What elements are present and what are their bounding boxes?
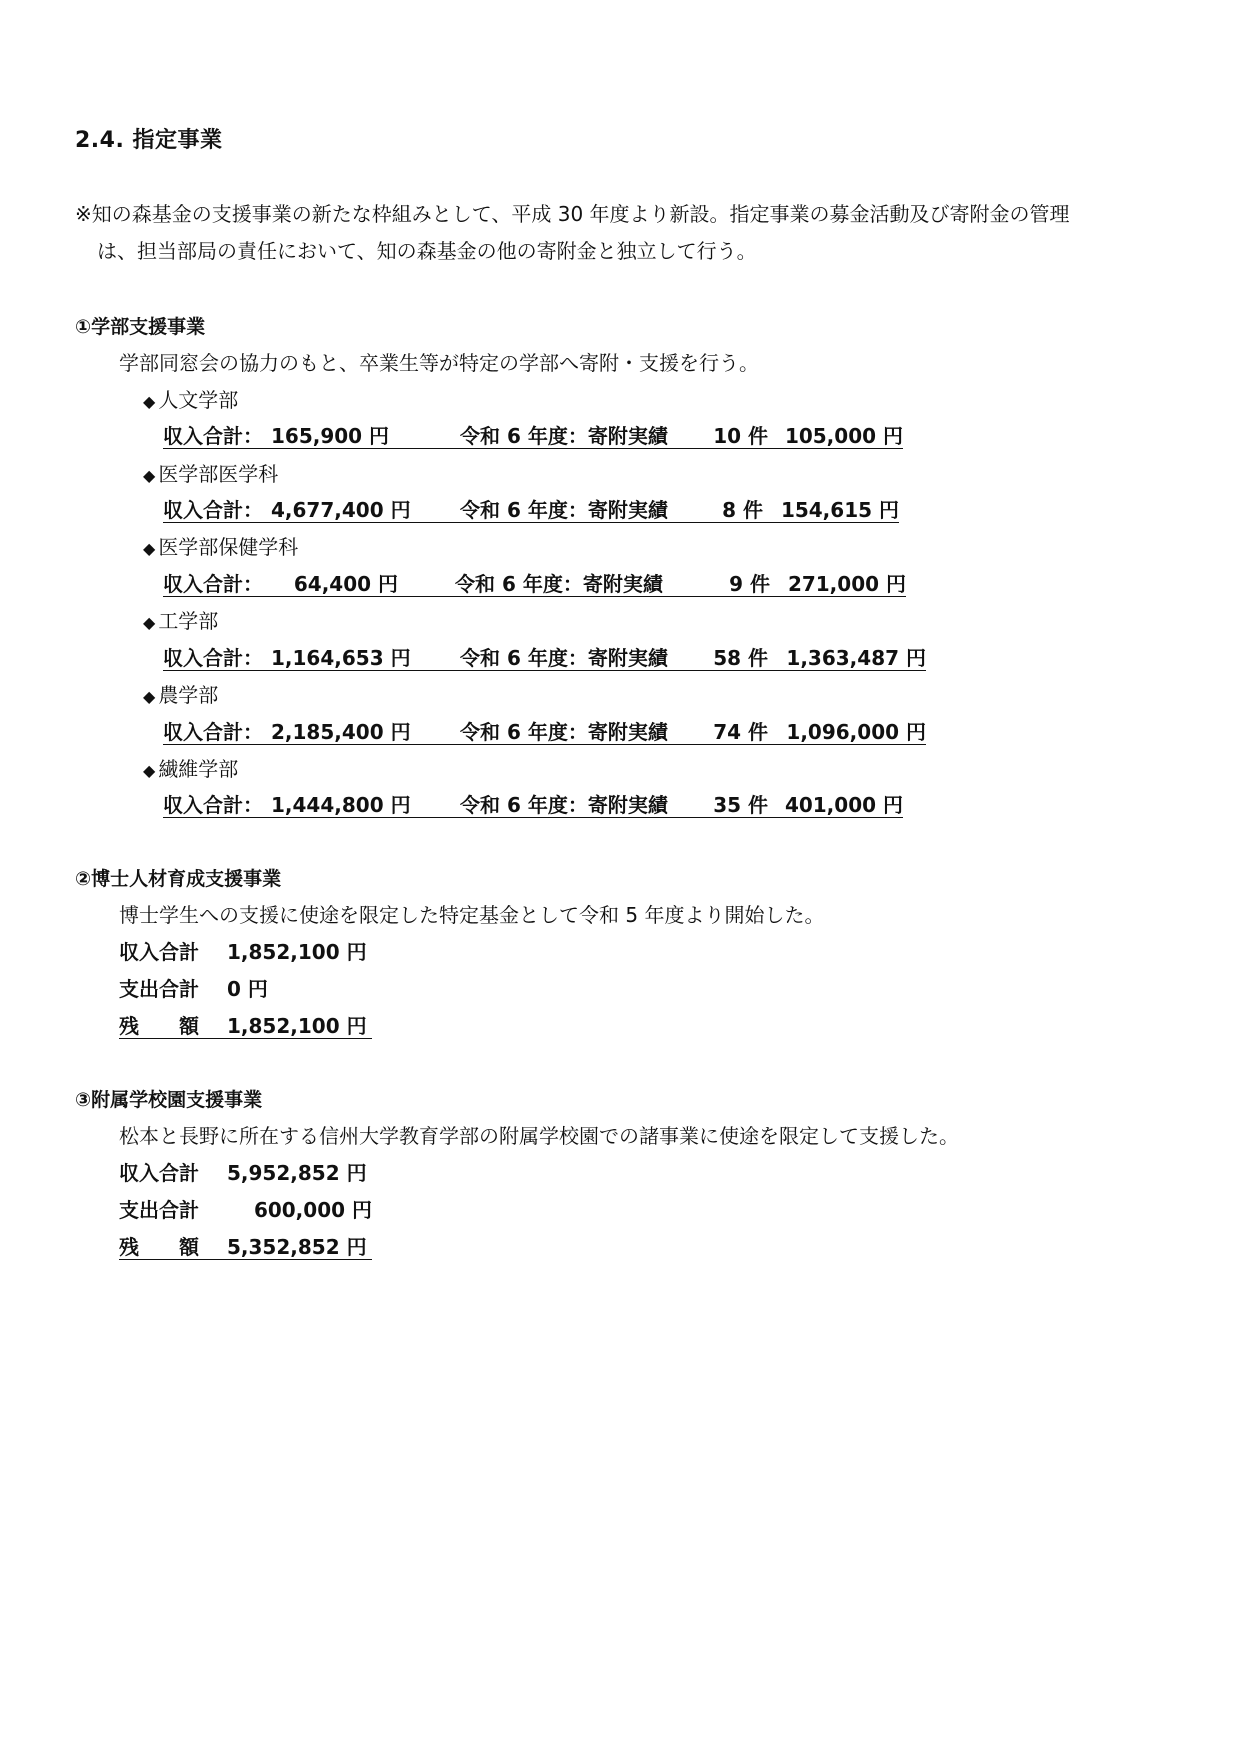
- section3-description: 松本と長野に所在する信州大学教育学部の附属学校園での諸事業に使途を限定して支援した。: [119, 1124, 959, 1148]
- year-donation-label: 令和 6 年度：寄附実績: [460, 646, 668, 670]
- year-donation-label: 令和 6 年度：寄附実績: [455, 572, 663, 596]
- department-name: [143, 531, 298, 560]
- donation-count: 10 件: [713, 424, 768, 448]
- donation-amount: 154,615 円: [780, 498, 899, 522]
- diamond-bullet-icon: ◆: [143, 392, 156, 411]
- donation-count: 9 件: [729, 572, 770, 596]
- row-value: 5,952,852 円: [227, 1161, 367, 1185]
- section2-description: 博士学生への支援に使途を限定した特定基金として令和 5 年度より開始した。: [119, 903, 825, 927]
- year-donation-label: 令和 6 年度：寄附実績: [460, 424, 668, 448]
- row-label: 支出合計: [119, 977, 199, 1001]
- note-line-2: は、担当部局の責任において、知の森基金の他の寄附金と独立して行う。: [97, 239, 757, 263]
- income-value: 64,400 円: [293, 572, 398, 596]
- department-name: [143, 753, 238, 782]
- donation-count: 74 件: [713, 720, 768, 744]
- income-value: 2,185,400 円: [271, 720, 411, 744]
- diamond-bullet-icon: ◆: [143, 613, 156, 632]
- year-donation-label: 令和 6 年度：寄附実績: [460, 793, 668, 817]
- section1-title: ①学部支援事業: [75, 316, 206, 338]
- department-name: [143, 384, 238, 413]
- income-label: 収入合計：: [163, 646, 263, 670]
- row-label: 支出合計: [119, 1198, 199, 1222]
- income-value: 4,677,400 円: [271, 498, 411, 522]
- department-label: 工学部: [158, 609, 219, 633]
- department-label: 人文学部: [158, 388, 239, 412]
- section2-title: ②博士人材育成支援事業: [75, 868, 282, 890]
- department-summary-line: [163, 418, 903, 449]
- income-label: 収入合計：: [163, 793, 263, 817]
- donation-amount: 401,000 円: [784, 793, 903, 817]
- department-label: 繊維学部: [158, 757, 239, 781]
- department-name: [143, 605, 218, 634]
- donation-count: 58 件: [713, 646, 768, 670]
- year-donation-label: 令和 6 年度：寄附実績: [460, 498, 668, 522]
- department-label: 医学部保健学科: [158, 535, 299, 559]
- diamond-bullet-icon: ◆: [143, 539, 156, 558]
- row-label: 残 額: [119, 1014, 199, 1038]
- department-label: 医学部医学科: [158, 462, 279, 486]
- row-value: 1,852,100 円: [227, 1014, 367, 1038]
- department-label: 農学部: [158, 683, 219, 707]
- income-value: 1,444,800 円: [271, 793, 411, 817]
- donation-amount: 1,363,487 円: [786, 646, 926, 670]
- department-summary-line: [163, 566, 906, 597]
- diamond-bullet-icon: ◆: [143, 687, 156, 706]
- balance-row: [119, 1229, 372, 1260]
- row-label: 収入合計: [119, 940, 199, 964]
- donation-count: 8 件: [722, 498, 763, 522]
- row-label: 残 額: [119, 1235, 199, 1259]
- income-label: 収入合計：: [163, 498, 263, 522]
- income-value: 165,900 円: [271, 424, 390, 448]
- income-label: 収入合計：: [163, 572, 263, 596]
- donation-amount: 1,096,000 円: [786, 720, 926, 744]
- balance-row: [119, 1008, 372, 1039]
- note-line-1: ※知の森基金の支援事業の新たな枠組みとして、平成 30 年度より新設。指定事業の募金活動及び寄附金の管理: [75, 202, 1070, 226]
- section1-description: 学部同窓会の協力のもと、卒業生等が特定の学部へ寄附・支援を行う。: [119, 351, 759, 375]
- department-summary-line: [163, 714, 926, 745]
- diamond-bullet-icon: ◆: [143, 761, 156, 780]
- row-value: 0 円: [227, 977, 268, 1001]
- income-value: 1,164,653 円: [271, 646, 411, 670]
- income-label: 収入合計：: [163, 424, 263, 448]
- department-summary-line: [163, 787, 903, 818]
- department-summary-line: [163, 640, 926, 671]
- row-label: 収入合計: [119, 1161, 199, 1185]
- diamond-bullet-icon: ◆: [143, 466, 156, 485]
- section3-title: ③附属学校園支援事業: [75, 1089, 263, 1111]
- donation-count: 35 件: [713, 793, 768, 817]
- department-name: [143, 679, 218, 708]
- row-value: 600,000 円: [253, 1198, 372, 1222]
- row-value: 5,352,852 円: [227, 1235, 367, 1259]
- row-value: 1,852,100 円: [227, 940, 367, 964]
- donation-amount: 105,000 円: [784, 424, 903, 448]
- department-name: [143, 458, 278, 487]
- income-label: 収入合計：: [163, 720, 263, 744]
- department-summary-line: [163, 492, 899, 523]
- donation-amount: 271,000 円: [787, 572, 906, 596]
- section-heading: 2.4. 指定事業: [75, 128, 223, 153]
- year-donation-label: 令和 6 年度：寄附実績: [460, 720, 668, 744]
